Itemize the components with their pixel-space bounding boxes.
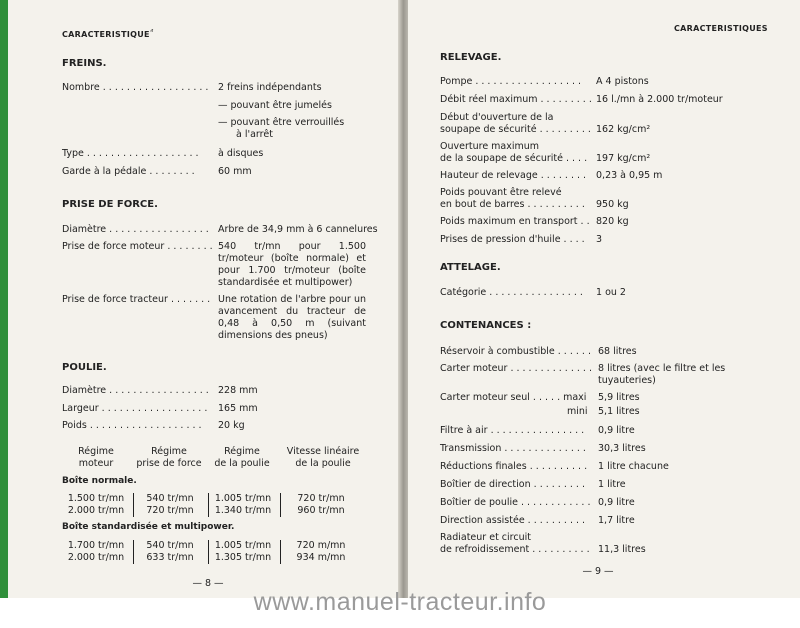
relevage-label: Poids maximum en transport . . (440, 216, 590, 227)
table-cell: 720 tr/mn (297, 493, 345, 504)
contenance-value: 5,9 litres (598, 392, 640, 403)
table-cell: 1.700 tr/mn (67, 540, 125, 551)
contenance-label: Réductions finales . . . . . . . . . . (440, 461, 588, 472)
relevage-label: Hauteur de relevage . . . . . . . . (440, 170, 587, 181)
right-page (408, 0, 800, 600)
relevage-label-line1: Poids pouvant être relevé (440, 187, 562, 198)
column-divider (208, 540, 209, 564)
section-title-relevage: RELEVAGE. (440, 52, 502, 63)
page-number-left: — 8 — (192, 578, 224, 589)
column-divider (280, 493, 281, 517)
table-cell: 2.000 tr/mn (67, 552, 125, 563)
col-header-2-l2: prise de force (136, 458, 202, 469)
contenance-label: Boîtier de poulie . . . . . . . . . . . . (440, 497, 591, 508)
table-cell: 1.005 tr/mn (214, 493, 272, 504)
poulie-largeur-value: 165 mm (218, 403, 258, 414)
poulie-poids-value: 20 kg (218, 420, 245, 431)
relevage-label-line1: Ouverture maximum (440, 141, 540, 152)
poulie-poids-label: Poids . . . . . . . . . . . . . . . . . . . (62, 420, 202, 431)
col-header-4-l1: Vitesse linéaire (286, 446, 360, 457)
contenance-label: Transmission . . . . . . . . . . . . . . (440, 443, 586, 454)
contenance-value: 5,1 litres (598, 406, 640, 417)
col-header-1-l2: moteur (78, 458, 114, 469)
contenance-label: mini (567, 406, 588, 417)
pdf-diametre-value: Arbre de 34,9 mm à 6 cannelures (218, 224, 378, 235)
column-divider (208, 493, 209, 517)
contenance-value: 0,9 litre (598, 425, 635, 436)
column-divider (133, 493, 134, 517)
contenance-label: Réservoir à combustible . . . . . . (440, 346, 591, 357)
relevage-value: 197 kg/cm² (596, 153, 651, 164)
table-cell: 960 tr/mn (297, 505, 345, 516)
table-cell: 720 m/mn (296, 540, 346, 551)
poulie-diametre-value: 228 mm (218, 385, 258, 396)
table-cell: 1.305 tr/mn (214, 552, 272, 563)
contenance-label: Carter moteur . . . . . . . . . . . . . . (440, 363, 592, 374)
relevage-label: Pompe . . . . . . . . . . . . . . . . . . (440, 76, 582, 87)
table-cell: 934 m/mn (296, 552, 346, 563)
contenance-value: 8 litres (avec le filtre et les tuyauteries) (598, 363, 726, 386)
contenance-value: 1 litre chacune (598, 461, 669, 472)
contenance-value: 68 litres (598, 346, 637, 357)
table-cell: 540 tr/mn (146, 493, 194, 504)
freins-garde-label: Garde à la pédale . . . . . . . . (62, 166, 195, 177)
poulie-largeur-label: Largeur . . . . . . . . . . . . . . . . . . (62, 403, 208, 414)
relevage-value: 162 kg/cm² (596, 124, 651, 135)
relevage-label: en bout de barres . . . . . . . . . . (440, 199, 585, 210)
freins-garde-value: 60 mm (218, 166, 252, 177)
pdf-diametre-label: Diamètre . . . . . . . . . . . . . . . . . (62, 224, 209, 235)
pdf-tracteur-label: Prise de force tracteur . . . . . . . (62, 294, 211, 305)
relevage-label: Prises de pression d'huile . . . . (440, 234, 585, 245)
table-cell: 633 tr/mn (146, 552, 194, 563)
relevage-label: de la soupape de sécurité . . . . (440, 153, 588, 164)
left-page (8, 0, 400, 600)
relevage-label: Débit réel maximum . . . . . . . . . (440, 94, 592, 105)
col-header-1-l1: Régime (78, 446, 114, 457)
section-title-contenances: CONTENANCES : (440, 320, 532, 331)
col-header-3-l1: Régime (224, 446, 260, 457)
table-cell: 1.500 tr/mn (67, 493, 125, 504)
contenance-label: de refroidissement . . . . . . . . . . (440, 544, 590, 555)
relevage-value: A 4 pistons (596, 76, 649, 87)
relevage-value: 820 kg (596, 216, 629, 227)
column-divider (280, 540, 281, 564)
section-title-attelage: ATTELAGE. (440, 262, 501, 273)
table-cell: 1.340 tr/mn (214, 505, 272, 516)
table-cell: 540 tr/mn (146, 540, 194, 551)
left-running-header: CARACTERISTIQUE΅ (62, 30, 155, 39)
freins-type-label: Type . . . . . . . . . . . . . . . . . . . (62, 148, 199, 159)
relevage-label-line1: Début d'ouverture de la (440, 112, 554, 123)
attelage-categorie-label: Catégorie . . . . . . . . . . . . . . . . (440, 287, 583, 298)
table-cell: 720 tr/mn (146, 505, 194, 516)
freins-type-value: à disques (218, 148, 264, 159)
table-cell: 1.005 tr/mn (214, 540, 272, 551)
contenance-value: 1 litre (598, 479, 626, 490)
freins-nombre-value: 2 freins indépendants (218, 82, 322, 93)
contenance-value: 30,3 litres (598, 443, 646, 454)
relevage-value: 16 l./mn à 2.000 tr/moteur (596, 94, 723, 105)
pdf-tracteur-value: Une rotation de l'arbre pour un avancement du tracteur de 0,48 à 0,50 m (suivant dimensions des pneus) (218, 294, 366, 341)
watermark: www.manuel-tracteur.info (253, 588, 547, 616)
col-header-3-l2: de la poulie (214, 458, 270, 469)
contenance-value: 0,9 litre (598, 497, 635, 508)
group-title-boite-normale: Boîte normale. (62, 476, 137, 486)
pdf-moteur-label: Prise de force moteur . . . . . . . . (62, 241, 213, 252)
attelage-categorie-value: 1 ou 2 (596, 287, 626, 298)
relevage-value: 0,23 à 0,95 m (596, 170, 663, 181)
column-divider (133, 540, 134, 564)
freins-nombre-label: Nombre . . . . . . . . . . . . . . . . . . (62, 82, 209, 93)
relevage-value: 950 kg (596, 199, 629, 210)
table-cell: 2.000 tr/mn (67, 505, 125, 516)
pdf-moteur-value: 540 tr/mn pour 1.500 tr/moteur (boîte normale) et pour 1.700 tr/moteur (boîte standardisée et multipower) (218, 241, 366, 288)
right-running-header: CARACTERISTIQUES (674, 24, 768, 33)
col-header-4-l2: de la poulie (295, 458, 351, 469)
contenance-label: Direction assistée . . . . . . . . . . (440, 515, 586, 526)
freins-sub-verrouilles: — pouvant être verrouillés (218, 117, 345, 128)
contenance-label: Filtre à air . . . . . . . . . . . . . . . . (440, 425, 585, 436)
relevage-label: soupape de sécurité . . . . . . . . . (440, 124, 591, 135)
page-number-right: — 9 — (582, 566, 614, 577)
poulie-diametre-label: Diamètre . . . . . . . . . . . . . . . . . (62, 385, 209, 396)
freins-sub-jumeles: — pouvant être jumelés (218, 100, 332, 111)
col-header-2-l1: Régime (151, 446, 187, 457)
contenance-label: Carter moteur seul . . . . . maxi (440, 392, 587, 403)
freins-sub-arret: à l'arrêt (236, 129, 273, 140)
contenance-label: Boîtier de direction . . . . . . . . . (440, 479, 585, 490)
relevage-value: 3 (596, 234, 603, 245)
contenance-value: 11,3 litres (598, 544, 646, 555)
contenance-label-line1: Radiateur et circuit (440, 532, 531, 543)
section-title-poulie: POULIE. (62, 362, 107, 373)
section-title-prise-de-force: PRISE DE FORCE. (62, 199, 158, 210)
section-title-freins: FREINS. (62, 58, 107, 69)
contenance-value: 1,7 litre (598, 515, 635, 526)
group-title-boite-standardisee: Boîte standardisée et multipower. (62, 522, 235, 532)
green-edge (0, 0, 8, 628)
